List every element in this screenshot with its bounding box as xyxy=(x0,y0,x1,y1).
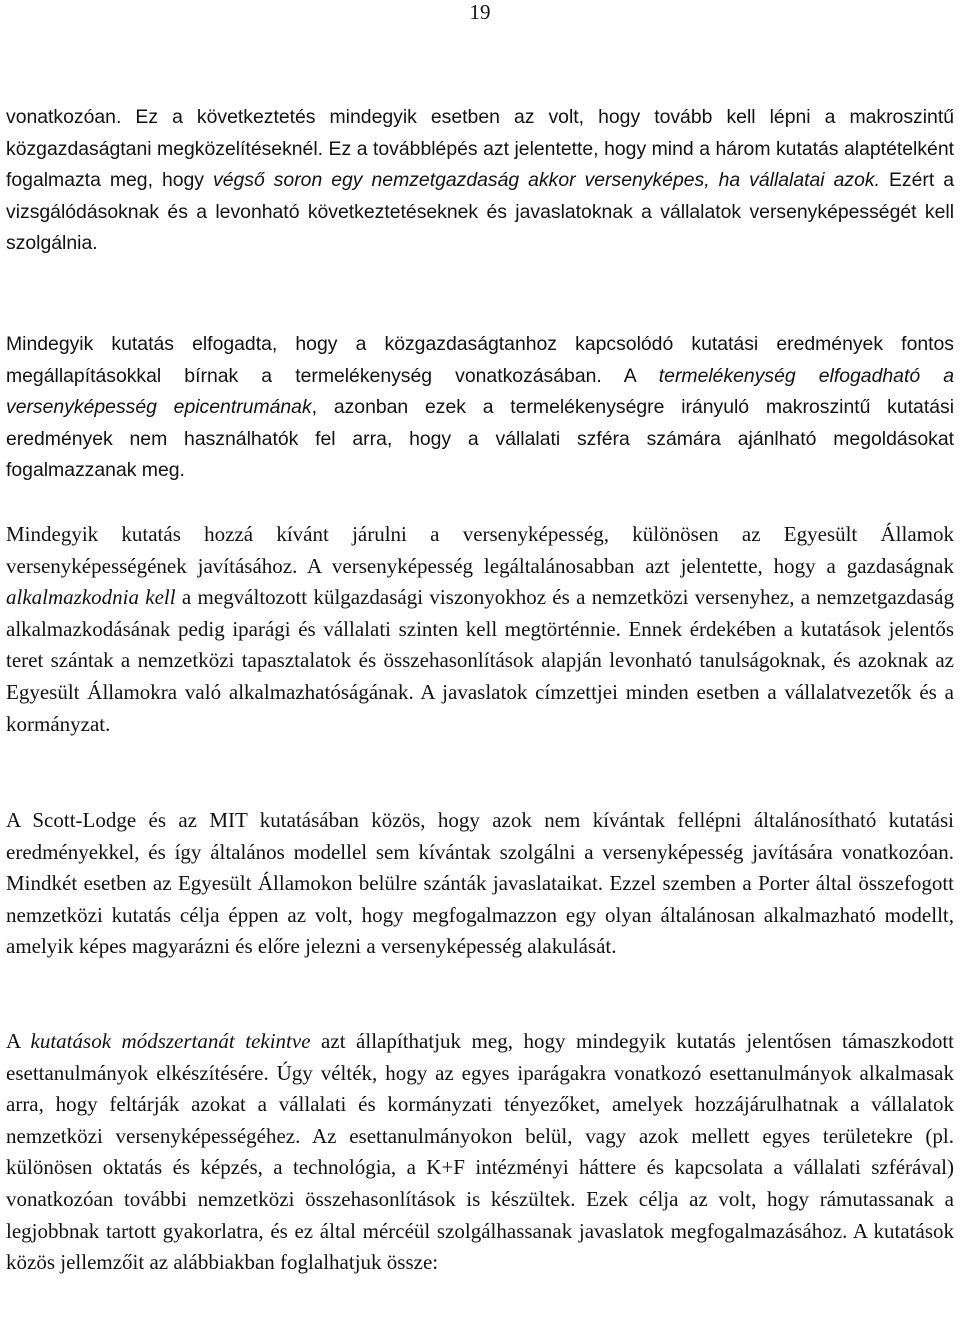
paragraph-4 xyxy=(6,805,954,963)
paragraph-text: azt állapíthatjuk meg, hogy mindegyik kutatás jelentősen támaszkodott esettanulmányok elkészítésére. Úgy vélték, hogy az egyes iparágakra vonatkozó esettanulmányok alkalmasak arra, hogy feltárják azokat a vállalati és kormányzati tényezőket, amelyek hozzájárulhatnak a vállalatok nemzetközi versenyképességéhez. Az esettanulmányokon belül, vagy azok mellett egyes területekre (pl. különösen oktatás és képzés, a technológia, a K+F intézményi háttere és kapcsolata a vállalati szférával) vonatkozóan további nemzetközi összehasonlítások is készültek. Ezek célja az volt, hogy rámutassanak a legjobbnak tartott gyakorlatra, és ez által mércéül szolgálhassanak javaslatok megfogalmazásához. A kutatások közös jellemzőit az alábbiakban foglalhatjuk össze: xyxy=(6,1029,954,1275)
paragraph-text: A xyxy=(6,1029,31,1053)
paragraph-text: A Scott-Lodge és az MIT kutatásában közös, hogy azok nem kívántak fellépni általánosítható kutatási eredményekkel, és így általános modellel sem kívántak szolgálni a versenyképesség javítására vonatkozóan. Mindkét esetben az Egyesült Államokon belülre szánták javaslataikat. Ezzel szemben a Porter által összefogott nemzetközi kutatás célja éppen az volt, hogy megfogalmazzon egy olyan általánosan alkalmazható modellt, amelyik képes magyarázni és előre jelezni a versenyképesség alakulását. xyxy=(6,808,954,959)
paragraph-text: Ezért a vizsgálódásoknak és a levonható következtetéseknek és javaslatoknak a vállalatok versenyképességét kell szolgálnia. xyxy=(6,169,954,255)
paragraph-text: Mindegyik kutatás hozzá kívánt járulni a versenyképesség, különösen az Egyesült Államok versenyképességének javításához. A versenyképesség legáltalánosabban azt jelentette, hogy a gazdaságnak xyxy=(6,522,954,578)
paragraph-2 xyxy=(6,329,954,487)
paragraph-emphasis: végső soron egy nemzetgazdaság akkor versenyképes, ha vállalatai azok. xyxy=(213,169,880,192)
paragraph-emphasis: kutatások módszertanát tekintve xyxy=(30,1029,311,1053)
paragraph-text: , azonban ezek a termelékenységre irányuló makroszintű kutatási eredmények nem használhatók fel arra, hogy a vállalati szféra számára ajánlható megoldásokat fogalmazzanak meg. xyxy=(6,396,954,482)
page-number: 19 xyxy=(469,0,491,24)
paragraph-emphasis: termelékenység elfogadható a versenyképesség epicentrumának xyxy=(6,364,955,419)
paragraph-emphasis: alkalmazkodnia kell xyxy=(6,585,176,610)
paragraph-text: vonatkozóan. Ez a következtetés mindegyik esetben az volt, hogy tovább kell lépni a makroszintű közgazdaságtani megközelítéseknél. Ez a továbblépés azt jelentette, hogy mind a három kutatás alaptételként fogalmazta meg, hogy xyxy=(6,106,954,192)
paragraph-1 xyxy=(6,102,954,260)
paragraph-text: a megváltozott külgazdasági viszonyokhoz és a nemzetközi versenyhez, a nemzetgazdaság alkalmazkodásának pedig iparági és vállalati szinten kell megtörténnie. Ennek érdekében a kutatások jelentős teret szántak a nemzetközi tapasztalatok és összehasonlítások alapján levonható tanulságoknak, és azoknak az Egyesült Államokra való alkalmazhatóságának. A javaslatok címzettjei minden esetben a vállalatvezetők és a kormányzat. xyxy=(6,585,954,736)
paragraph-3 xyxy=(6,519,954,740)
paragraph-text: Mindegyik kutatás elfogadta, hogy a közgazdaságtanhoz kapcsolódó kutatási eredmények fontos megállapításokkal bírnak a termelékenység vonatkozásában. A xyxy=(6,333,954,387)
paragraph-5 xyxy=(6,1026,954,1279)
